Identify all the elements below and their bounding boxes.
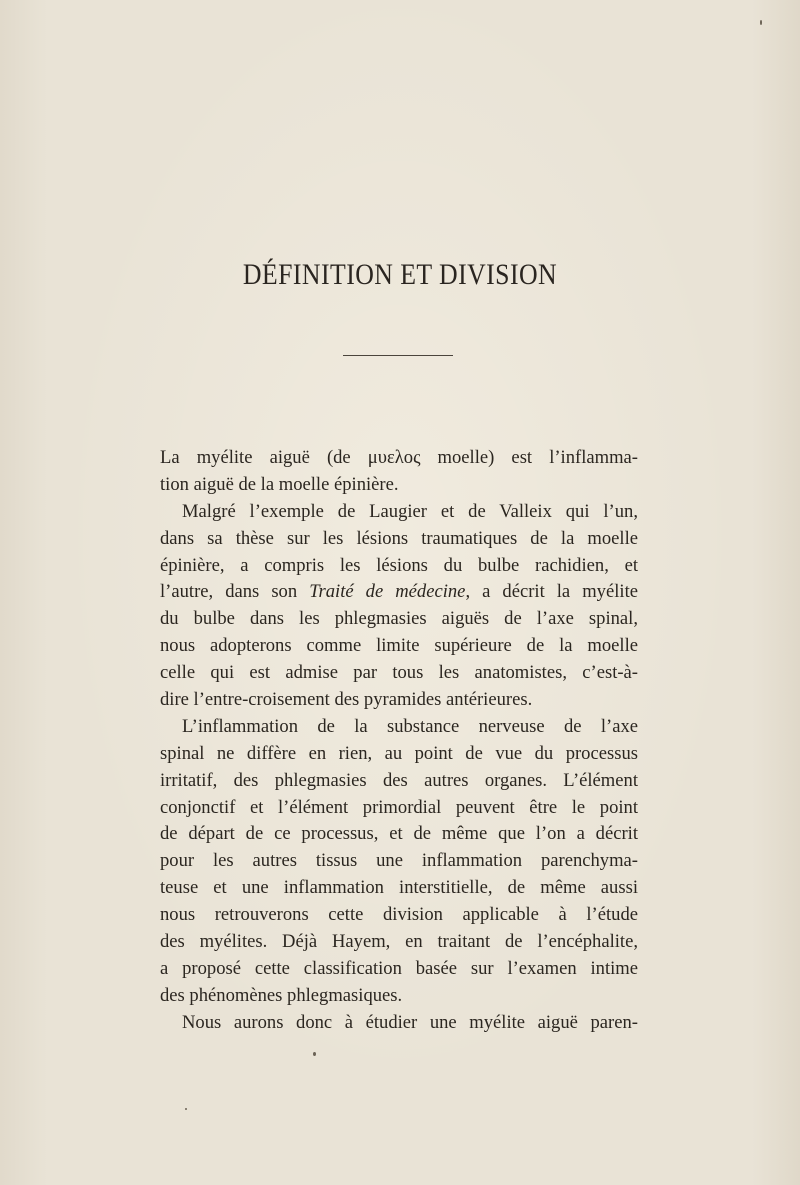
text-line-11: L’inflammation de la substance nerveuse de l’axe [182, 715, 638, 737]
text-line-13: irritatif, des phlegmasies des autres organes. L’élément [160, 769, 638, 791]
text-line-6: l’autre, dans son Traité de médecine, a décrit la myélite [160, 581, 638, 603]
text-line-7: du bulbe dans les phlegmasies aiguës de l’axe spinal, [160, 608, 638, 630]
text-line-4: dans sa thèse sur les lésions traumatiques de la moelle [160, 527, 638, 549]
text-line-12: spinal ne diffère en rien, au point de vue du processus [160, 742, 638, 764]
text-line-8: nous adopterons comme limite supérieure de la moelle [160, 635, 638, 657]
text-line-20: a proposé cette classification basée sur l’examen intime [160, 957, 638, 979]
text-line-18: nous retrouverons cette division applicable à l’étude [160, 904, 638, 926]
body-text [160, 445, 638, 1037]
paper-speck [313, 1052, 316, 1056]
text-line-2: tion aiguë de la moelle épinière. [160, 473, 399, 495]
text-line-17: teuse et une inflammation interstitielle, de même aussi [160, 877, 638, 899]
text-line-15: de départ de ce processus, et de même que l’on a décrit [160, 823, 638, 845]
text-line-21: des phénomènes phlegmasiques. [160, 984, 403, 1006]
book-title-italic: Traité de médecine [309, 581, 466, 603]
paper-speck [185, 1108, 187, 1110]
text-line-16: pour les autres tissus une inflammation parenchyma- [160, 850, 638, 872]
text-line-5: épinière, a compris les lésions du bulbe rachidien, et [160, 554, 638, 576]
text-line-22: Nous aurons donc à étudier une myélite aiguë paren- [182, 1011, 638, 1033]
text-line-9: celle qui est admise par tous les anatomistes, c’est-à- [160, 662, 638, 684]
text-line-1: La myélite aiguë (de μυελος moelle) est l’inflamma- [160, 447, 638, 468]
text-line-10: dire l’entre-croisement des pyramides antérieures. [160, 689, 533, 711]
text-line-3: Malgré l’exemple de Laugier et de Valleix qui l’un, [182, 500, 638, 522]
title-divider [343, 355, 453, 356]
paper-speck [760, 20, 762, 25]
page-title: DÉFINITION ET DIVISION [242, 258, 558, 291]
text-line-14: conjonctif et l’élément primordial peuvent être le point [160, 796, 638, 818]
text-line-19: des myélites. Déjà Hayem, en traitant de l’encéphalite, [160, 931, 638, 953]
